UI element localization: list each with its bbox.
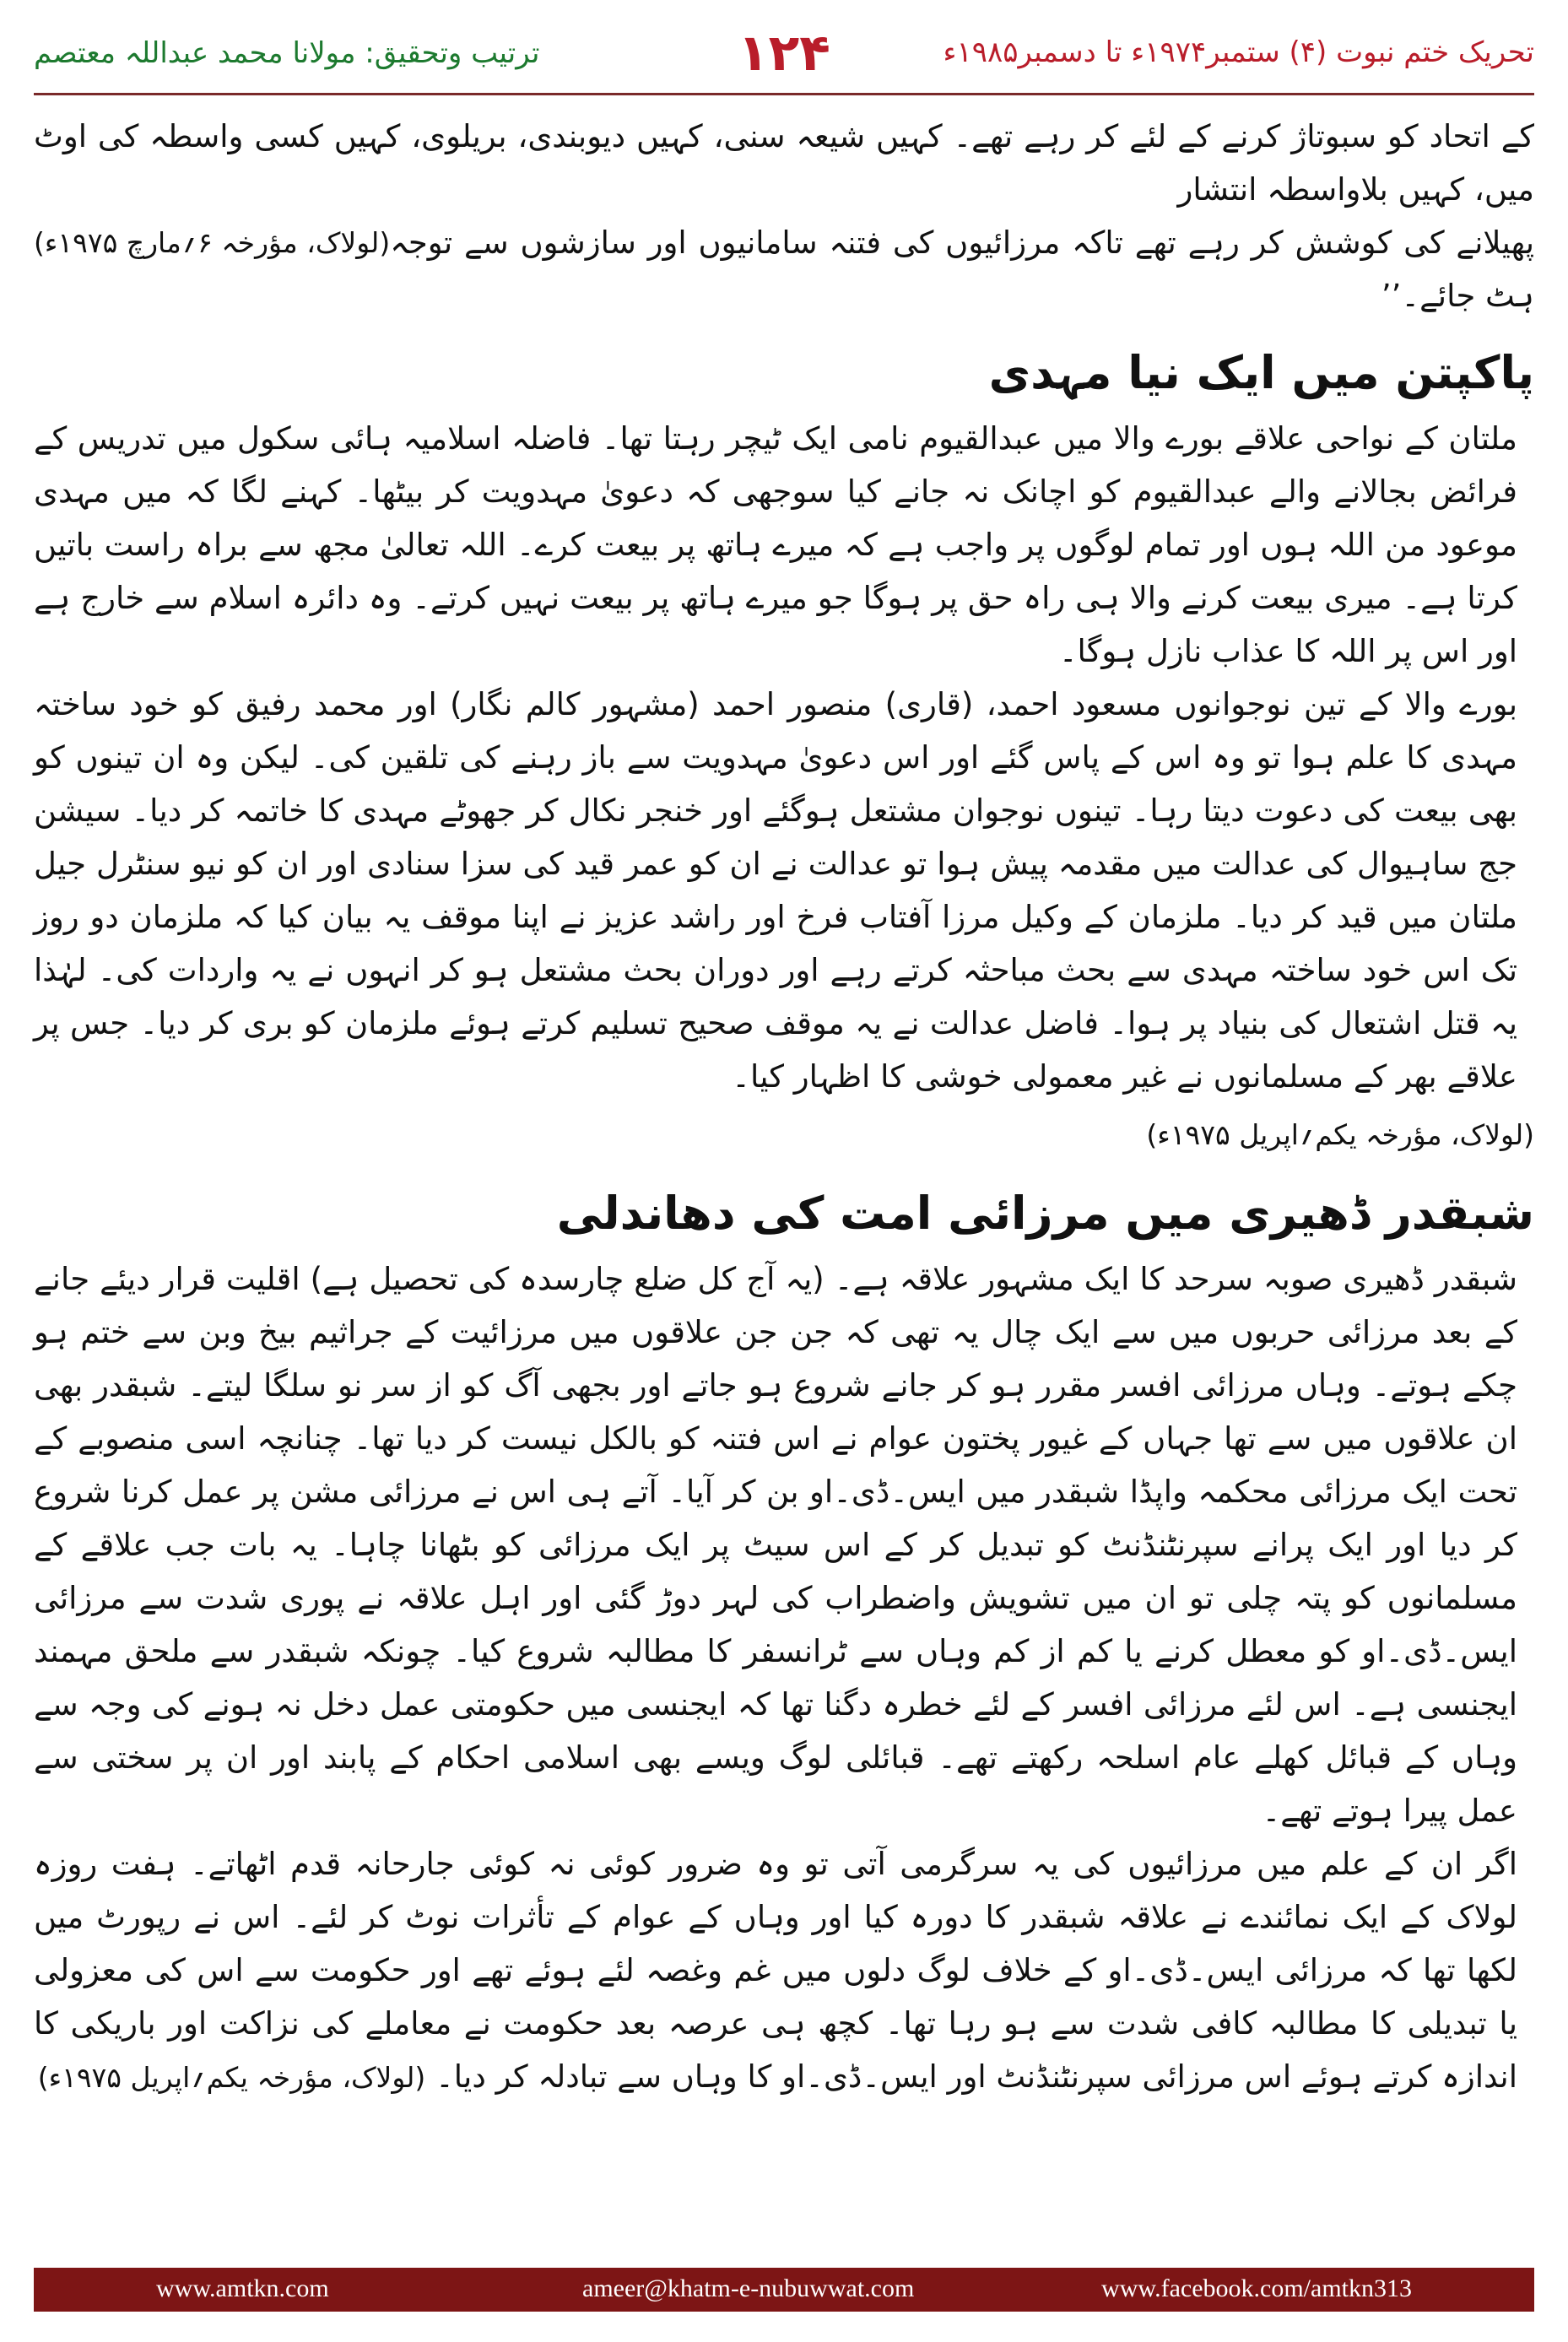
section-title-pakpattan: پاکپتن میں ایک نیا مہدی [988, 346, 1534, 399]
section-title-shabqadar: شبقدر ڈھیری میں مرزائی امت کی دھاندلی [556, 1187, 1534, 1240]
section1-paragraph-2: بورے والا کے تین نوجوانوں مسعود احمد، (قاری) منصور احمد (مشہور کالم نگار) اور محمد رفیق کو خود ساختہ مہدی کا علم ہوا تو وہ اس کے پاس گئے اور اس دعویٰ مہدویت سے باز رہنے کی تلقین کی۔ لیکن وہ ان تینوں کو بھی بیعت کی دعوت دیتا رہا۔ تینوں نوجوان مشتعل ہوگئے اور خنجر نکال کر جھوٹے مہدی کا خاتمہ کر دیا۔ سیشن جج ساہیوال کی عدالت میں مقدمہ پیش ہوا تو عدالت نے ان کو عمر قید کی سزا سنادی اور ان کو نیو سنٹرل جیل ملتان میں قید کر دیا۔ ملزمان کے وکیل مرزا آفتاب فرخ اور راشد عزیز نے اپنا موقف یہ بیان کیا کہ ملزمان دو روز تک اس خود ساختہ مہدی سے بحث مباحثہ کرتے رہے اور دوران بحث مشتعل ہو کر انہوں نے یہ واردات کی۔ لہٰذا یہ قتل اشتعال کی بنیاد پر ہوا۔ فاضل عدالت نے یہ موقف صحیح تسلیم کرتے ہوئے ملزمان کو بری کر دیا۔ جس پر علاقے بھر کے مسلمانوں نے غیر معمولی خوشی کا اظہار کیا۔ [34, 686, 1517, 1095]
section2-paragraph-1: شبقدر ڈھیری صوبہ سرحد کا ایک مشہور علاقہ ہے۔ (یہ آج کل ضلع چارسدہ کی تحصیل ہے) اقلیت قرار دیئے جانے کے بعد مرزائی حربوں میں سے ایک چال یہ تھی کہ جن جن علاقوں میں مرزائیت کے جراثیم بیخ وبن سے ختم ہو چکے ہوتے۔ وہاں مرزائی افسر مقرر ہو کر جانے شروع ہو جاتے اور بجھی آگ کو از سر نو سلگا لیتے۔ شبقدر بھی ان علاقوں میں سے تھا جہاں کے غیور پختون عوام نے اس فتنہ کو بالکل نیست کر دیا تھا۔ چنانچہ اسی منصوبے کے تحت ایک مرزائی محکمہ واپڈا شبقدر میں ایس۔ڈی۔او بن کر آیا۔ آتے ہی اس نے مرزائی مشن پر عمل کرنا شروع کر دیا اور ایک پرانے سپرنٹنڈنٹ کو تبدیل کر کے اس سیٹ پر ایک مرزائی کو بٹھانا چاہا۔ یہ بات جب علاقے کے مسلمانوں کو پتہ چلی تو ان میں تشویش واضطراب کی لہر دوڑ گئی اور اہل علاقہ نے پوری شدت سے مرزائی ایس۔ڈی۔او کو معطل کرنے یا کم از کم وہاں سے ٹرانسفر کا مطالبہ شروع کیا۔ چونکہ شبقدر سے ملحق مہمند ایجنسی ہے۔ اس لئے مرزائی افسر کے لئے خطرہ دگنا تھا کہ ایجنسی میں حکومتی عمل دخل نہ ہونے کی وجہ سے وہاں کے قبائل کھلے عام اسلحہ رکھتے تھے۔ قبائلی لوگ ویسے بھی اسلامی احکام کے پابند اور ان پر سختی سے عمل پیرا ہوتے تھے۔ [34, 1261, 1517, 1829]
section2-paragraph-2-text: اگر ان کے علم میں مرزائیوں کی یہ سرگرمی آتی تو وہ ضرور کوئی نہ کوئی جارحانہ قدم اٹھاتے۔ ہفت روزہ لولاک کے ایک نمائندے نے علاقہ شبقدر کا دورہ کیا اور وہاں کے عوام کے تأثرات نوٹ کر لئے۔ اس نے رپورٹ میں لکھا تھا کہ مرزائی ایس۔ڈی۔او کے خلاف لوگ دلوں میں غم وغصہ لئے ہوئے تھے اور حکومت سے اس کی معزولی یا تبدیلی کا مطالبہ کافی شدت سے ہو رہا تھا۔ کچھ ہی عرصہ بعد حکومت نے معاملے کی نزاکت اور باریکی کا اندازہ کرتے ہوئے اس مرزائی سپرنٹنڈنٹ اور ایس۔ڈی۔او کا وہاں سے تبادلہ کر دیا۔ [34, 1846, 1517, 2095]
header-rule [34, 93, 1534, 95]
intro-line-2-text: پھیلانے کی کوشش کر رہے تھے تاکہ مرزائیوں کی فتنہ سامانیوں اور سازشوں سے توجہ ہٹ جائے۔’’ [390, 224, 1534, 314]
page-body [34, 110, 1534, 2215]
header-book-title: تحریک ختم نبوت (۴) ستمبر۱۹۷۴ء تا دسمبر۱۹۸۵ء [943, 35, 1534, 69]
page-footer [34, 2268, 1534, 2312]
section1-citation: (لولاک، مؤرخہ یکم؍اپریل ۱۹۷۵ء) [1146, 1118, 1534, 1151]
footer-email-link[interactable]: ameer@khatm-e-nubuwwat.com [582, 2274, 915, 2302]
header-author: ترتیب وتحقیق: مولانا محمد عبداللہ معتصم [34, 36, 540, 70]
page-header [34, 24, 1534, 83]
footer-facebook-link[interactable]: www.facebook.com/amtkn313 [1101, 2274, 1412, 2302]
intro-citation: (لولاک، مؤرخہ ۶؍مارچ ۱۹۷۵ء) [34, 226, 391, 259]
intro-line-1: کے اتحاد کو سبوتاژ کرنے کے لئے کر رہے تھے۔ کہیں شیعہ سنی، کہیں دیوبندی، بریلوی، کہیں کسی واسطہ کی اوٹ میں، کہیں بلاواسطہ انتشار [34, 118, 1534, 208]
section1-paragraph-1: ملتان کے نواحی علاقے بورے والا میں عبدالقیوم نامی ایک ٹیچر رہتا تھا۔ فاضلہ اسلامیہ ہائی سکول میں تدریس کے فرائض بجالانے والے عبدالقیوم کو اچانک نہ جانے کیا سوجھی کہ دعویٰ مہدویت کر بیٹھا۔ کہنے لگا کہ میں مہدی موعود من اللہ ہوں اور تمام لوگوں پر واجب ہے کہ میرے ہاتھ پر بیعت کرے۔ اللہ تعالیٰ مجھ سے براہ راست باتیں کرتا ہے۔ میری بیعت کرنے والا ہی راہ حق پر ہوگا جو میرے ہاتھ پر بیعت نہیں کرتے۔ وہ دائرہ اسلام سے خارج ہے اور اس پر اللہ کا عذاب نازل ہوگا۔ [34, 420, 1517, 669]
footer-website-link[interactable]: www.amtkn.com [156, 2274, 329, 2302]
page-number: ۱۲۴ [738, 24, 830, 83]
intro-line-2 [34, 216, 1534, 322]
section2-citation: (لولاک، مؤرخہ یکم؍اپریل ۱۹۷۵ء) [37, 2061, 426, 2094]
section2-paragraph-2 [34, 1837, 1534, 2104]
